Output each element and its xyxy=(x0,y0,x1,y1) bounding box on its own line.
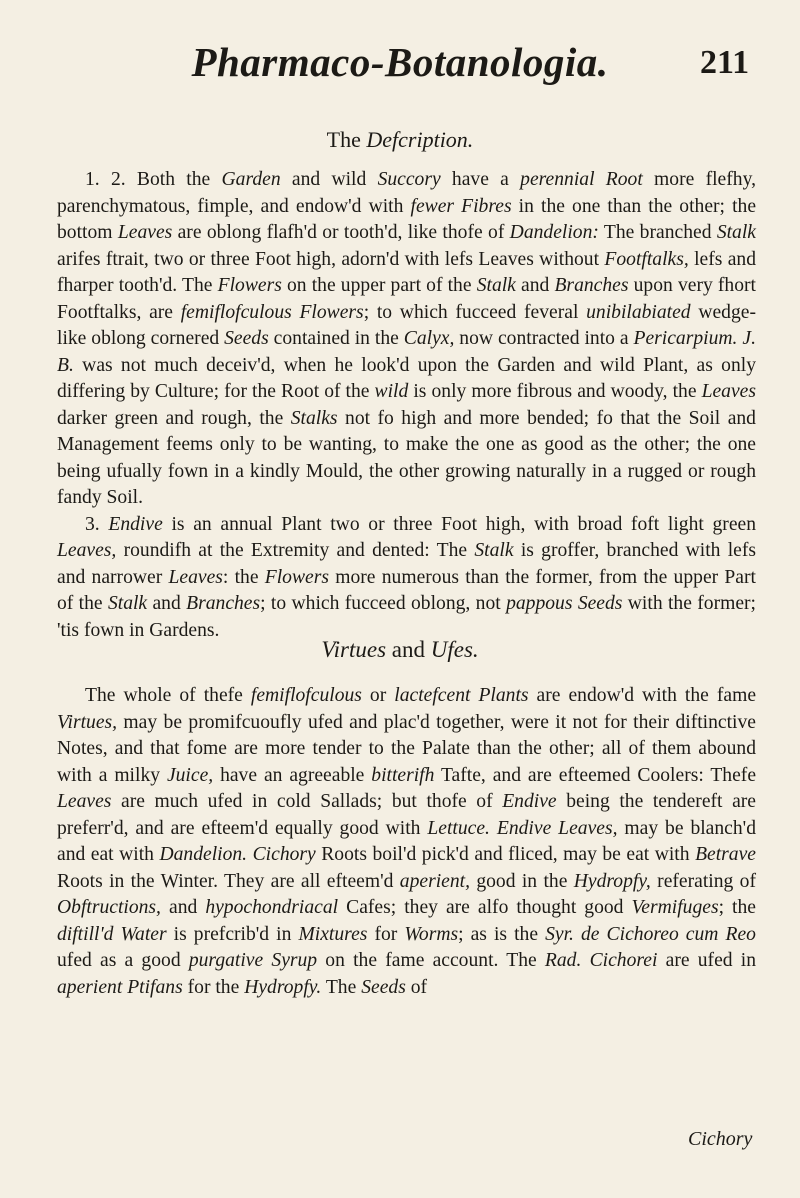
italic-run: Garden xyxy=(221,169,281,190)
description-heading-title: Defcription. xyxy=(366,127,474,152)
italic-run: Dandelion: xyxy=(509,222,599,243)
italic-run: Dandelion. xyxy=(159,844,248,865)
catchword: Cichory xyxy=(688,1128,753,1150)
italic-run: unibilabiated xyxy=(586,301,691,323)
virtues-body xyxy=(57,683,756,1001)
italic-run: Endive Leaves, xyxy=(496,817,618,839)
italic-run: Hydropfy, xyxy=(573,870,651,892)
italic-run: lactefcent Plants xyxy=(394,685,529,706)
italic-run: aperient Ptifans xyxy=(57,976,183,998)
virtues-heading-part2: Ufes. xyxy=(430,637,479,662)
italic-run: Stalk xyxy=(476,275,516,296)
description-heading xyxy=(0,127,800,153)
italic-run: Obftructions, xyxy=(57,897,161,918)
italic-run: Flowers xyxy=(264,566,329,588)
italic-run: Syr. de Cichoreo cum Reo xyxy=(545,923,756,945)
description-paragraph: 1. 2. Both the Garden and wild Succory have a perennial Root more flefhy, parenchymatous, fimple, and endow'd with fewer Fibres in the one than the other; the bottom Leaves are oblong flafh'd or tooth'd, like thofe of Dandelion: The branched Stalk arifes ftrait, two or three Foot high, adorn'd with lefs Leaves without Footftalks, lefs and fharper tooth'd. The Flowers on the upper part of the Stalk and Branches upon very fhort Footftalks, are femiflofculous Flowers; to which fucceed feveral unibilabiated wedge-like oblong cornered Seeds contained in the Calyx, now contracted into a Pericarpium. J. B. was not much deceiv'd, when he look'd upon the Garden and wild Plant, as only differing by Culture; for the Root of the wild is only more fibrous and woody, the Leaves darker green and rough, the Stalks not fo high and more bended; fo that the Soil and Management feems only to be wanting, to make the one as good as the other; the one being ufually fown in a kindly Mould, the other growing naturally in a rugged or rough fandy Soil. xyxy=(57,169,757,508)
italic-run: Seeds xyxy=(361,976,406,998)
running-header-title: Pharmaco-Botanologia. xyxy=(191,39,609,85)
italic-run: Leaves xyxy=(117,222,173,243)
italic-run: Calyx, xyxy=(403,328,455,349)
italic-run: Stalks xyxy=(290,407,338,429)
italic-run: Vermifuges xyxy=(631,897,719,918)
italic-run: Lettuce. xyxy=(427,817,490,839)
italic-run: Stalk xyxy=(474,540,514,561)
italic-run: Pericarpium. xyxy=(633,328,738,349)
italic-run: Branches xyxy=(554,275,629,296)
italic-run: Stalk xyxy=(716,222,756,243)
italic-run: Leaves xyxy=(168,566,223,588)
italic-run: pappous Seeds xyxy=(506,593,623,614)
italic-run: purgative Syrup xyxy=(188,950,318,971)
virtues-heading-connector: and xyxy=(391,637,426,662)
italic-run: Worms xyxy=(404,923,459,945)
italic-run: Hydropfy. xyxy=(244,976,322,998)
italic-run: Mixtures xyxy=(298,923,368,945)
italic-run: Betrave xyxy=(695,844,756,865)
italic-run: Cichory xyxy=(252,844,316,865)
italic-run: Seeds xyxy=(224,328,269,349)
italic-run: Virtues, xyxy=(57,711,118,733)
italic-run: femiflofculous Flowers xyxy=(180,301,364,323)
virtues-heading xyxy=(0,637,800,663)
italic-run: hypochondriacal xyxy=(205,897,339,918)
italic-run: aperient, xyxy=(399,870,470,892)
italic-run: Juice, xyxy=(166,764,214,786)
italic-run: Rad. Cichorei xyxy=(544,950,658,971)
italic-run: Footftalks, xyxy=(604,248,689,270)
italic-run: diftill'd Water xyxy=(57,923,167,945)
italic-run: wild xyxy=(374,381,409,402)
virtues-heading-part1: Virtues xyxy=(321,637,387,662)
italic-run: Succory xyxy=(377,169,441,190)
description-body xyxy=(57,167,756,644)
italic-run: perennial Root xyxy=(520,169,643,190)
italic-run: Flowers xyxy=(217,275,282,296)
italic-run: femiflofculous xyxy=(250,685,362,706)
italic-run: bitterifh xyxy=(371,764,435,786)
italic-run: fewer Fibres xyxy=(410,195,512,217)
italic-run: Stalk xyxy=(107,593,148,614)
italic-run: Endive xyxy=(502,791,557,812)
italic-run: Leaves xyxy=(57,791,112,812)
page-number: 211 xyxy=(700,44,750,81)
italic-run: J. B. xyxy=(57,328,756,376)
virtues-paragraph: The whole of thefe femiflofculous or lactefcent Plants are endow'd with the fame Virtues, may be promifcuoufly ufed and plac'd together, were it not for their diftinctive Notes, and that fome are more tender to the Palate than the other; all of them abound with a milky Juice, have an agreeable bitterifh Tafte, and are efteemed Coolers: Thefe Leaves are much ufed in cold Sallads; but thofe of Endive being the tendereft are preferr'd, and are efteem'd equally good with Lettuce. Endive Leaves, may be blanch'd and eat with Dandelion. Cichory Roots boil'd pick'd and fliced, may be eat with Betrave Roots in the Winter. They are all efteem'd aperient, good in the Hydropfy, referating of Obftructions, and hypochondriacal Cafes; they are alfo thought good Vermifuges; the diftill'd Water is prefcrib'd in Mixtures for Worms; as is the Syr. de Cichoreo cum Reo ufed as a good purgative Syrup on the fame account. The Rad. Cichorei are ufed in aperient Ptifans for the Hydropfy. The Seeds of xyxy=(57,685,757,998)
description-paragraph: 3. Endive is an annual Plant two or three Foot high, with broad foft light green Leaves, roundifh at the Extremity and dented: The Stalk is groffer, branched with lefs and narrower Leaves: the Flowers more numerous than the former, from the upper Part of the Stalk and Branches; to which fucceed oblong, not pappous Seeds with the former; 'tis fown in Gardens. xyxy=(57,513,757,641)
italic-run: Endive xyxy=(108,513,163,535)
italic-run: Leaves, xyxy=(57,540,117,561)
description-heading-article: The xyxy=(326,127,361,152)
italic-run: Leaves xyxy=(701,381,756,402)
italic-run: Branches xyxy=(186,593,261,614)
